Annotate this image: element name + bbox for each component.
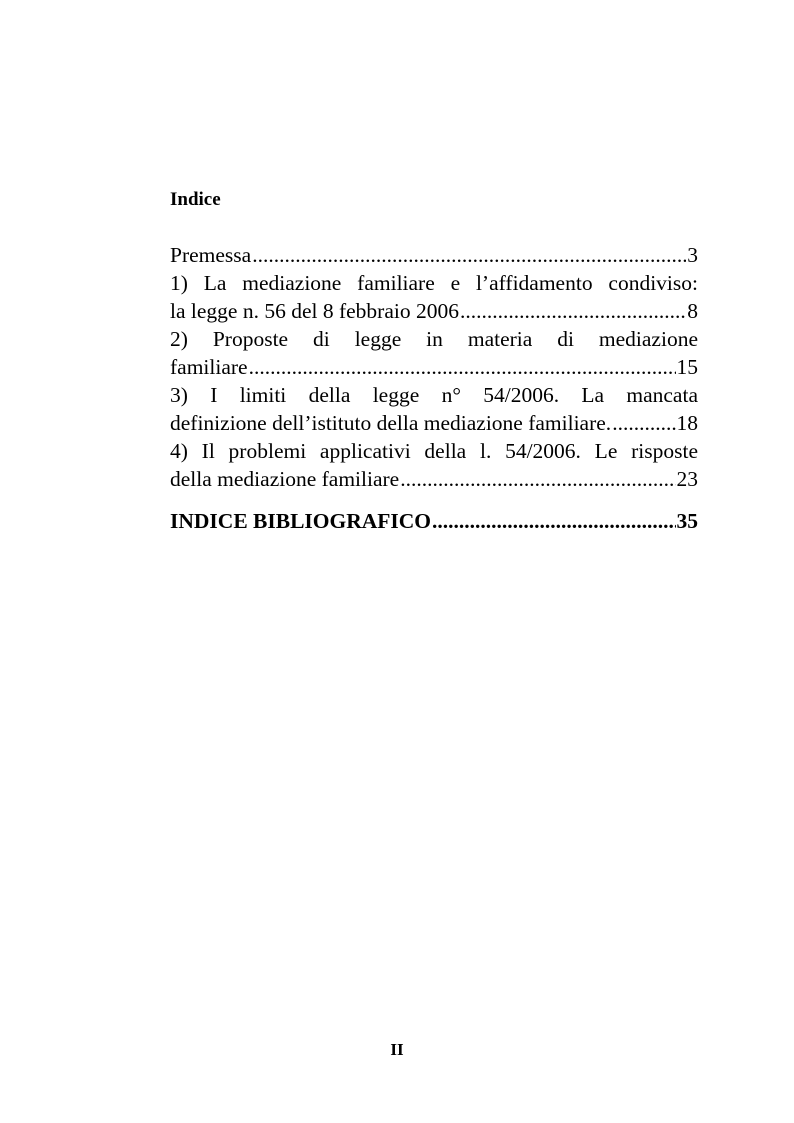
toc-entry-page: 18	[676, 411, 698, 435]
dot-leader	[612, 409, 675, 437]
toc-entry-premessa[interactable]	[170, 241, 698, 269]
toc-entry-title-line: 1) La mediazione familiare e l’affidamento condiviso:	[170, 271, 698, 295]
toc-entry-title-line: della mediazione familiare	[170, 467, 400, 491]
dot-leader	[252, 241, 686, 269]
toc-entry-title-line: la legge n. 56 del 8 febbraio 2006	[170, 299, 459, 323]
page-number: II	[390, 1040, 404, 1059]
toc-heading: Indice	[170, 189, 221, 210]
toc-entry-ch1[interactable]	[170, 269, 698, 325]
toc-entry-label: Premessa	[170, 243, 252, 267]
toc-entry-ch3[interactable]	[170, 381, 698, 437]
toc-entry-title-line: 4) Il problemi applicativi della l. 54/2006. Le risposte	[170, 439, 698, 463]
dot-leader	[400, 465, 675, 493]
toc-entry-title-line: definizione dell’istituto della mediazione familiare.	[170, 411, 612, 435]
toc-entry-label: INDICE BIBLIOGRAFICO	[170, 509, 432, 533]
toc-entry-page: 8	[687, 299, 698, 323]
toc-entry-ch4[interactable]	[170, 437, 698, 493]
toc-entry-ch2[interactable]	[170, 325, 698, 381]
toc-entry-page: 35	[676, 509, 698, 533]
toc-entry-bibliography[interactable]	[170, 506, 698, 534]
toc-entry-title-line: 2) Proposte di legge in materia di mediazione	[170, 327, 698, 351]
toc-entry-page: 23	[676, 467, 698, 491]
toc-entry-page: 15	[676, 355, 698, 379]
table-of-contents	[170, 241, 698, 493]
toc-entry-page: 3	[687, 243, 698, 267]
dot-leader	[432, 506, 675, 536]
dot-leader	[460, 297, 686, 325]
dot-leader	[249, 353, 676, 381]
toc-entry-title-line: 3) I limiti della legge n° 54/2006. La mancata	[170, 383, 698, 407]
toc-entry-title-line: familiare	[170, 355, 248, 379]
